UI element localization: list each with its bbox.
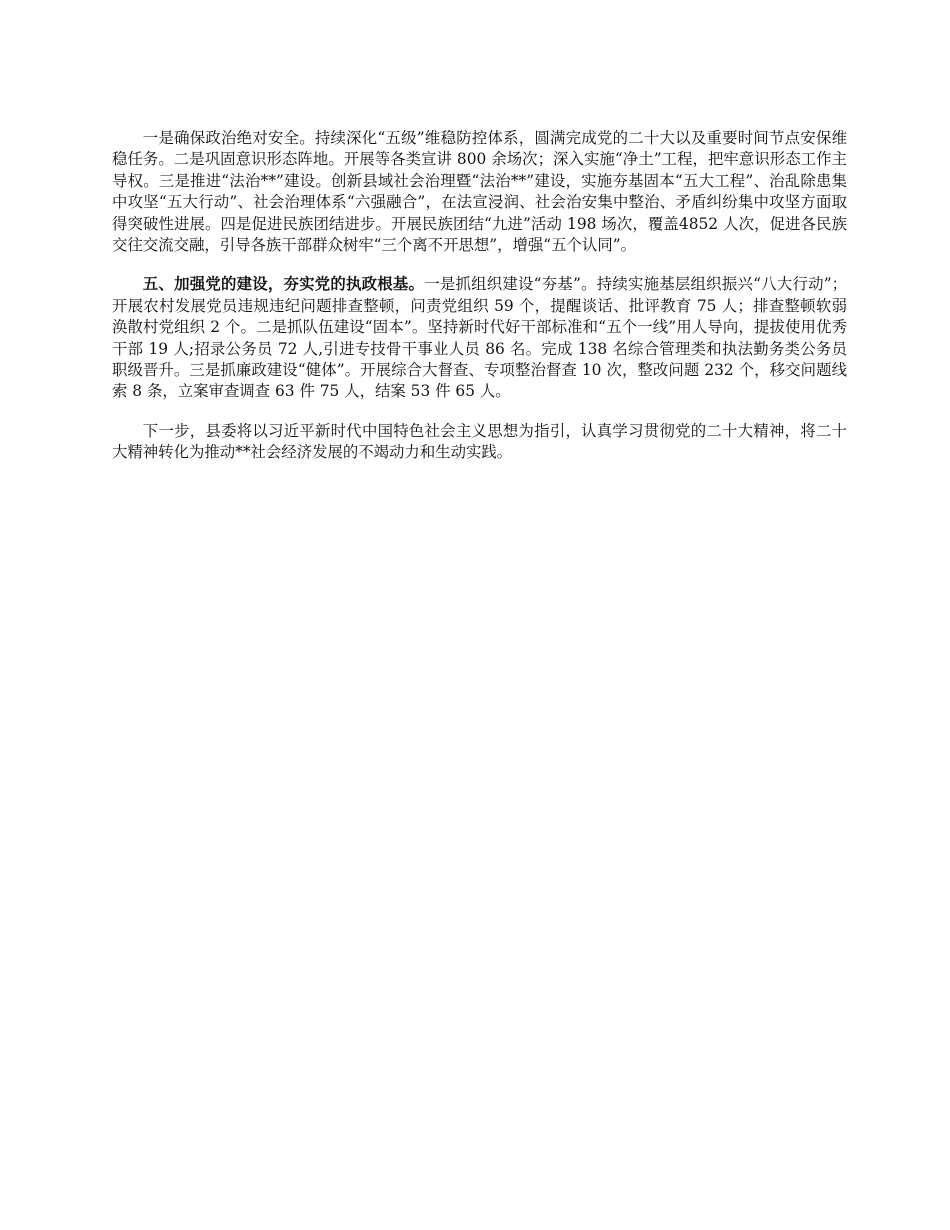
- paragraph-body: 下一步，县委将以习近平新时代中国特色社会主义思想为指引，认真学习贯彻党的二十大精神，将二十大精神转化为推动**社会经济发展的不竭动力和生动实践。: [112, 421, 847, 462]
- section-heading: 五、加强党的建设，夯实党的执政根基。: [142, 275, 425, 294]
- paragraph-next-steps: [112, 421, 847, 464]
- paragraph-body: 一是抓组织建设“夯基”。持续实施基层组织振兴“八大行动”；开展农村发展党员违规违纪问题排查整顿，问责党组织 59 个，提醒谈话、批评教育 75 人；排查整顿软弱涣散村党组织 2 个。二是抓队伍建设“固本”。坚持新时代好干部标准和“五个一线”用人导向，提拔使用优秀干部 19 人;招录公务员 72 人,引进专技骨干事业人员 86 名。完成 138 名综合管理类和执法勤务类公务员职级晋升。三是抓廉政建设“健体”。开展综合大督查、专项整治督查 10 次，整改问题 232 个，移交问题线索 8 条，立案审查调查 63 件 75 人，结案 53 件 65 人。: [112, 275, 847, 401]
- paragraph-party-building: [112, 274, 847, 402]
- paragraph-political-security: [112, 128, 847, 256]
- paragraph-body: 一是确保政治绝对安全。持续深化“五级”维稳防控体系，圆满完成党的二十大以及重要时间节点安保维稳任务。二是巩固意识形态阵地。开展等各类宣讲 800 余场次；深入实施“净土”工程，把牢意识形态工作主导权。三是推进“法治**”建设。创新县域社会治理暨“法治**”建设，实施夯基固本“五大工程”、治乱除患集中攻坚“五大行动”、社会治理体系“六强融合”，在法宣浸润、社会治安集中整治、矛盾纠纷集中攻坚方面取得突破性进展。四是促进民族团结进步。开展民族团结“九进”活动 198 场次，覆盖4852 人次，促进各民族交往交流交融，引导各族干部群众树牢“三个离不开思想”，增强“五个认同”。: [112, 129, 847, 255]
- document-page: [112, 128, 847, 464]
